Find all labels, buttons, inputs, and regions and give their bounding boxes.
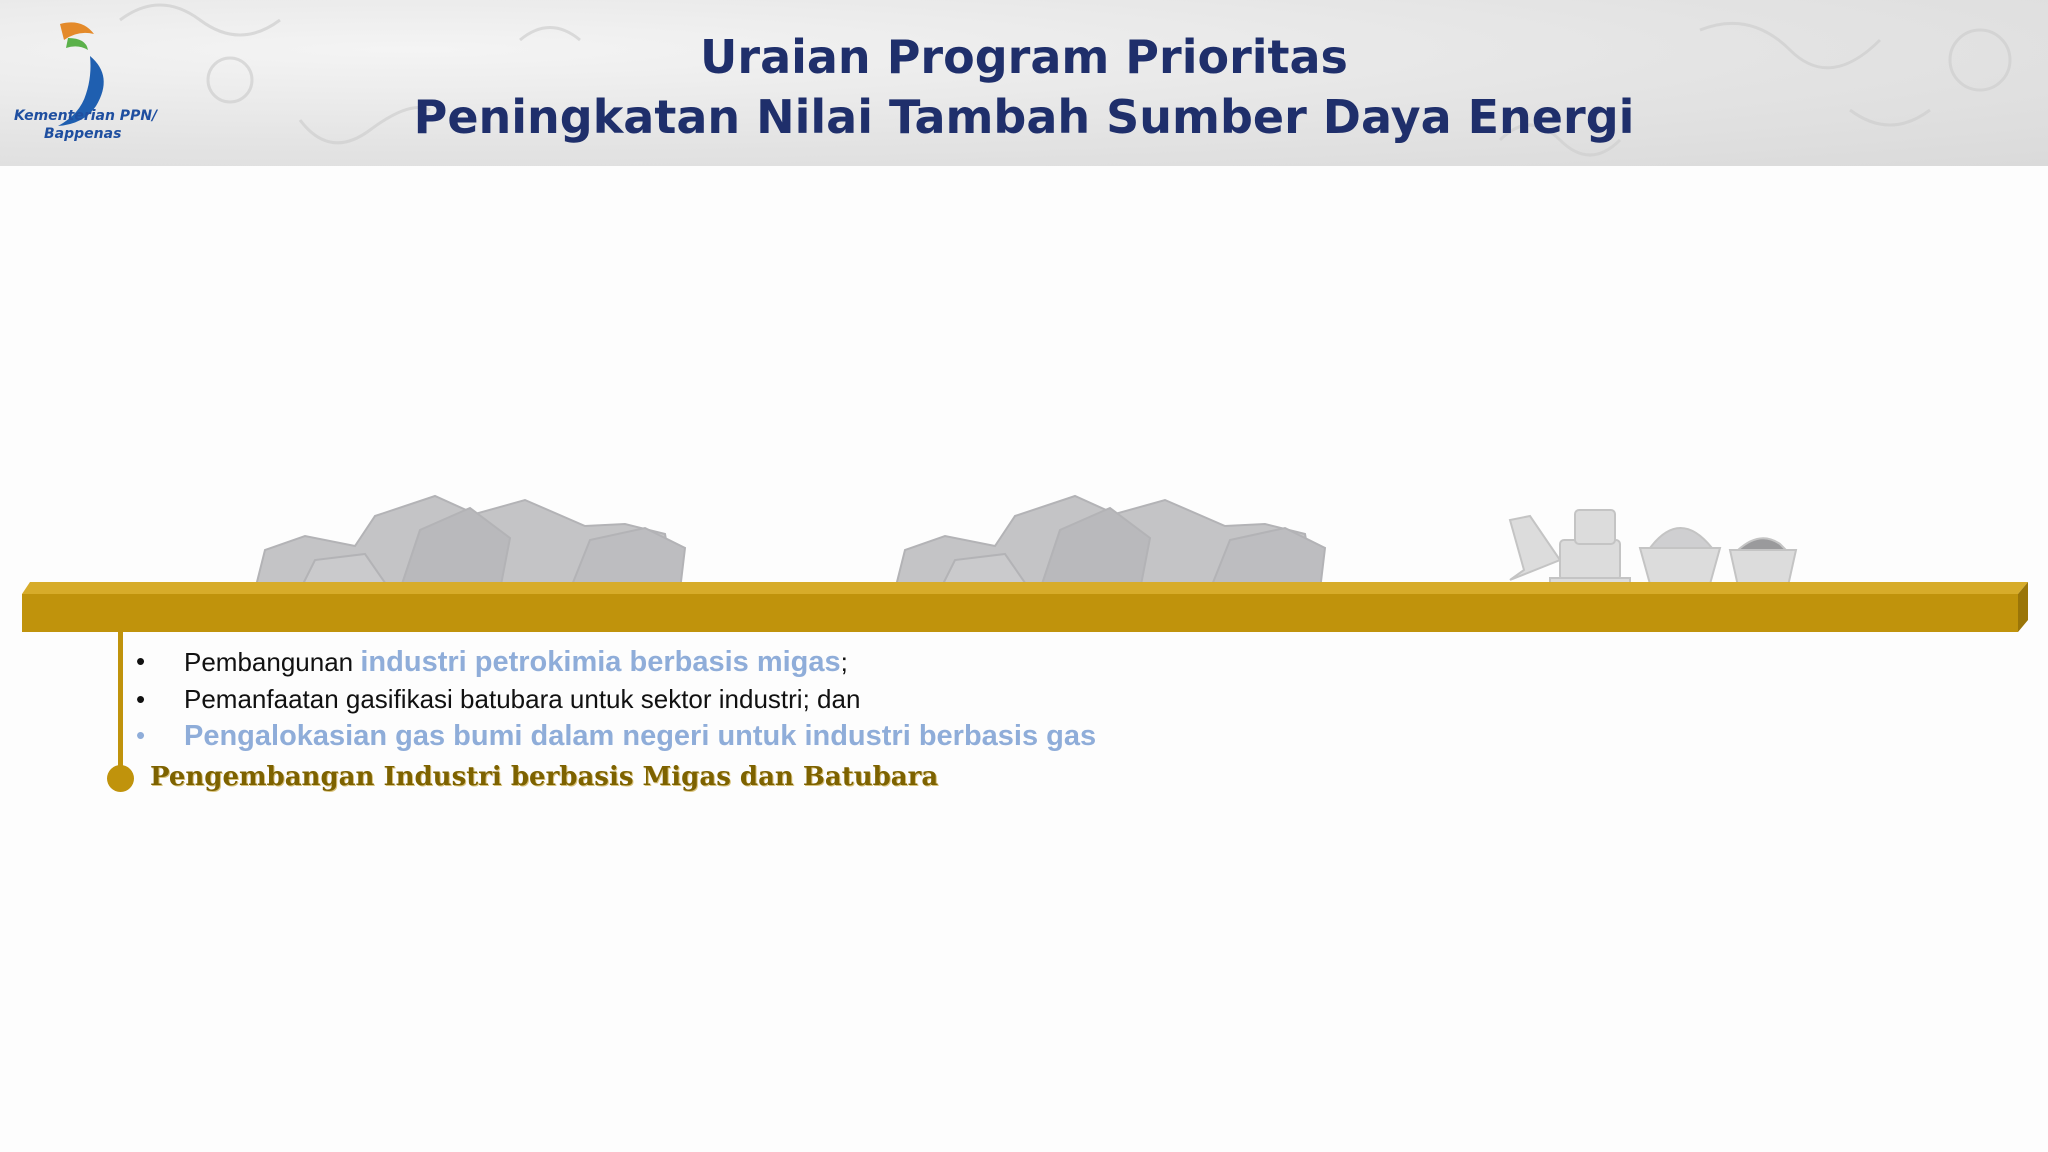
bullet-marker: • xyxy=(136,684,146,714)
rock-pile-icon xyxy=(895,496,1325,590)
page-title-line1: Uraian Program Prioritas xyxy=(700,30,1348,84)
bullet-item-gas-bumi xyxy=(184,720,1096,753)
mining-illustration xyxy=(240,460,1810,600)
bullet-item-petrokimia xyxy=(184,646,848,679)
bullet-highlight: industri petrokimia berbasis migas xyxy=(360,646,841,678)
bullet-suffix: ; xyxy=(840,647,848,677)
logo-text-ministry: Kementerian PPN/ xyxy=(14,108,158,124)
bullet-marker: • xyxy=(136,720,146,750)
timeline-connector xyxy=(118,632,123,780)
header-banner xyxy=(0,0,2048,166)
bullet-item-gasifikasi: Pemanfaatan gasifikasi batubara untuk sektor industri; dan xyxy=(184,684,861,714)
section-heading: Pengembangan Industri berbasis Migas dan Batubara xyxy=(150,762,939,792)
timeline-beam xyxy=(22,582,2028,632)
bullet-marker: • xyxy=(136,646,146,676)
logo-text-bappenas: Bappenas xyxy=(44,126,122,142)
timeline-marker xyxy=(107,765,134,792)
bullet-prefix: Pembangunan xyxy=(184,647,361,677)
rock-pile-icon xyxy=(255,496,685,590)
page-title-line2: Peningkatan Nilai Tambah Sumber Daya Energi xyxy=(413,90,1635,144)
bullet-highlight: Pengalokasian gas bumi dalam negeri untuk industri berbasis gas xyxy=(184,720,1097,752)
